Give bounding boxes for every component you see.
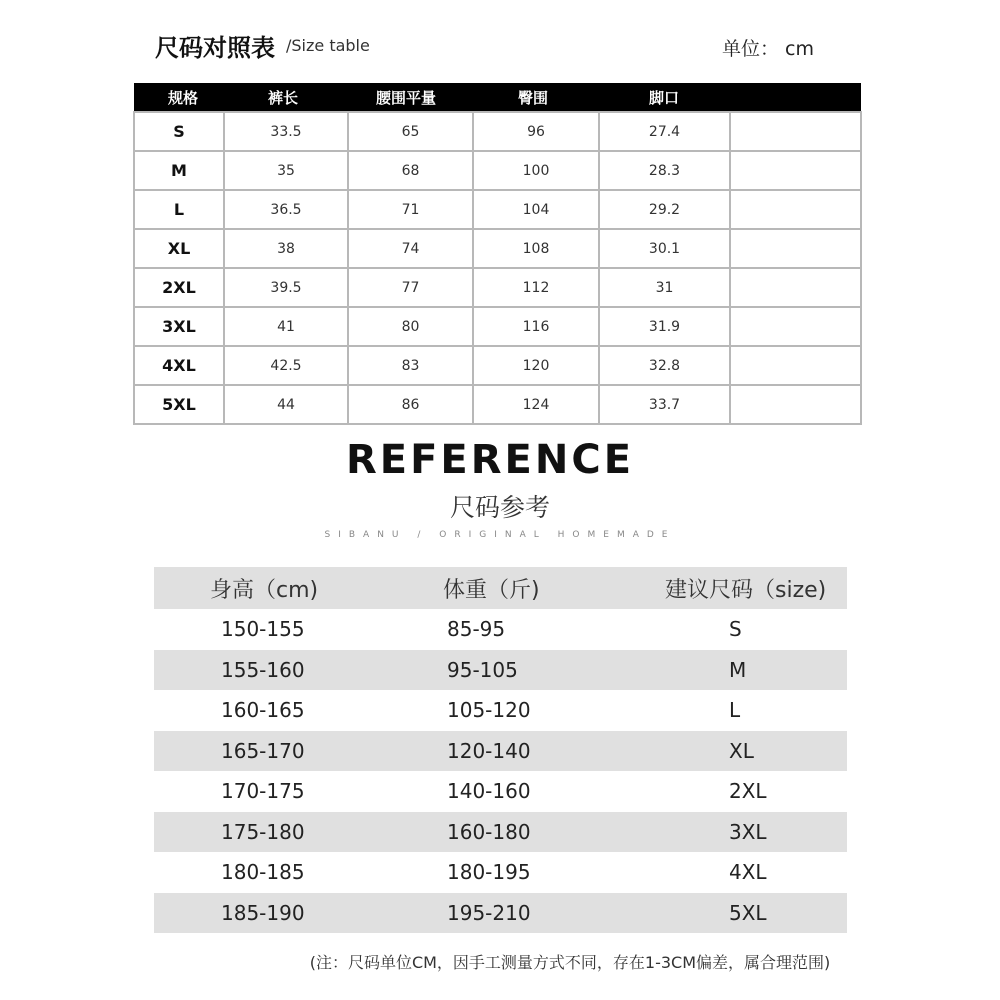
size-cell: 2XL [729, 779, 767, 804]
table-row [134, 190, 861, 229]
size-cell: 2XL [134, 268, 224, 307]
weight-cell: 120-140 [437, 731, 617, 772]
size-cell: M [134, 151, 224, 190]
hem-cell: 28.3 [599, 151, 730, 190]
waist-cell: 68 [348, 151, 473, 190]
size-table [133, 83, 862, 425]
reference-table-header [154, 567, 847, 609]
column-header: 体重（斤) [437, 567, 617, 609]
length-cell: 36.5 [224, 190, 348, 229]
table-row [154, 609, 847, 650]
measurement-note: (注：尺码单位CM，因手工测量方式不同，存在1-3CM偏差，属合理范围) [309, 953, 831, 972]
column-header: 臀围 [473, 83, 599, 112]
length-cell: 35 [224, 151, 348, 190]
hem-cell: 31 [599, 268, 730, 307]
hip-cell: 100 [473, 151, 599, 190]
column-header: 脚口 [599, 83, 730, 112]
weight-cell: 160-180 [437, 812, 617, 853]
length-cell: 38 [224, 229, 348, 268]
height-cell: 170-175 [221, 779, 305, 804]
size-cell: L [134, 190, 224, 229]
hem-cell: 30.1 [599, 229, 730, 268]
height-cell: 150-155 [221, 617, 305, 642]
reference-subtitle: 尺码参考 [449, 493, 550, 522]
hip-cell: 120 [473, 346, 599, 385]
empty-cell [730, 385, 861, 424]
length-cell: 33.5 [224, 112, 348, 151]
unit-label: 单位： cm [722, 38, 814, 60]
height-cell: 175-180 [154, 812, 437, 853]
table-row [154, 771, 847, 812]
empty-cell [730, 229, 861, 268]
hip-cell: 96 [473, 112, 599, 151]
empty-cell [730, 268, 861, 307]
waist-cell: 74 [348, 229, 473, 268]
height-cell: 180-185 [221, 860, 305, 885]
height-cell: 160-165 [221, 698, 305, 723]
size-cell: XL [617, 731, 847, 772]
hem-cell: 27.4 [599, 112, 730, 151]
hip-cell: 124 [473, 385, 599, 424]
empty-cell [730, 112, 861, 151]
page-subtitle: /Size table [286, 36, 370, 55]
empty-cell [730, 190, 861, 229]
size-cell: 3XL [134, 307, 224, 346]
weight-cell: 195-210 [437, 893, 617, 934]
weight-cell: 95-105 [437, 650, 617, 691]
table-row [154, 731, 847, 772]
column-header: 建议尺码（size) [617, 567, 847, 609]
waist-cell: 86 [348, 385, 473, 424]
table-row [134, 229, 861, 268]
height-cell: 165-170 [154, 731, 437, 772]
size-cell: 4XL [134, 346, 224, 385]
size-cell: XL [134, 229, 224, 268]
size-cell: 3XL [617, 812, 847, 853]
reference-table [154, 567, 847, 933]
table-row [154, 893, 847, 934]
empty-cell [730, 307, 861, 346]
table-row [134, 346, 861, 385]
size-cell: S [134, 112, 224, 151]
length-cell: 41 [224, 307, 348, 346]
table-row [154, 690, 847, 731]
hip-cell: 104 [473, 190, 599, 229]
column-header: 腰围平量 [348, 83, 473, 112]
empty-cell [730, 151, 861, 190]
waist-cell: 80 [348, 307, 473, 346]
column-header [730, 83, 861, 112]
waist-cell: 71 [348, 190, 473, 229]
size-cell: S [729, 617, 742, 642]
waist-cell: 77 [348, 268, 473, 307]
table-row [154, 650, 847, 691]
column-header: 裤长 [224, 83, 348, 112]
size-cell: L [729, 698, 741, 723]
hem-cell: 33.7 [599, 385, 730, 424]
empty-cell [730, 346, 861, 385]
length-cell: 44 [224, 385, 348, 424]
table-row [134, 151, 861, 190]
height-cell: 155-160 [154, 650, 437, 691]
hip-cell: 112 [473, 268, 599, 307]
waist-cell: 83 [348, 346, 473, 385]
weight-cell: 85-95 [447, 617, 506, 642]
reference-title: REFERENCE [345, 437, 635, 483]
size-cell: 5XL [134, 385, 224, 424]
size-table-header [134, 83, 861, 112]
table-row [154, 852, 847, 893]
waist-cell: 65 [348, 112, 473, 151]
size-cell: 5XL [617, 893, 847, 934]
weight-cell: 105-120 [447, 698, 531, 723]
size-cell: M [617, 650, 847, 691]
height-cell: 185-190 [154, 893, 437, 934]
length-cell: 42.5 [224, 346, 348, 385]
brand-tagline: SIBANU / ORIGINAL HOMEMADE [324, 530, 676, 540]
column-header: 身高（cm) [154, 567, 437, 609]
hem-cell: 31.9 [599, 307, 730, 346]
column-header: 规格 [134, 83, 224, 112]
page-title: 尺码对照表 [155, 34, 275, 62]
size-cell: 4XL [729, 860, 767, 885]
table-row [134, 268, 861, 307]
hip-cell: 116 [473, 307, 599, 346]
table-row [134, 112, 861, 151]
table-row [154, 812, 847, 853]
weight-cell: 140-160 [447, 779, 531, 804]
hem-cell: 29.2 [599, 190, 730, 229]
hem-cell: 32.8 [599, 346, 730, 385]
table-row [134, 307, 861, 346]
hip-cell: 108 [473, 229, 599, 268]
table-row [134, 385, 861, 424]
length-cell: 39.5 [224, 268, 348, 307]
weight-cell: 180-195 [447, 860, 531, 885]
